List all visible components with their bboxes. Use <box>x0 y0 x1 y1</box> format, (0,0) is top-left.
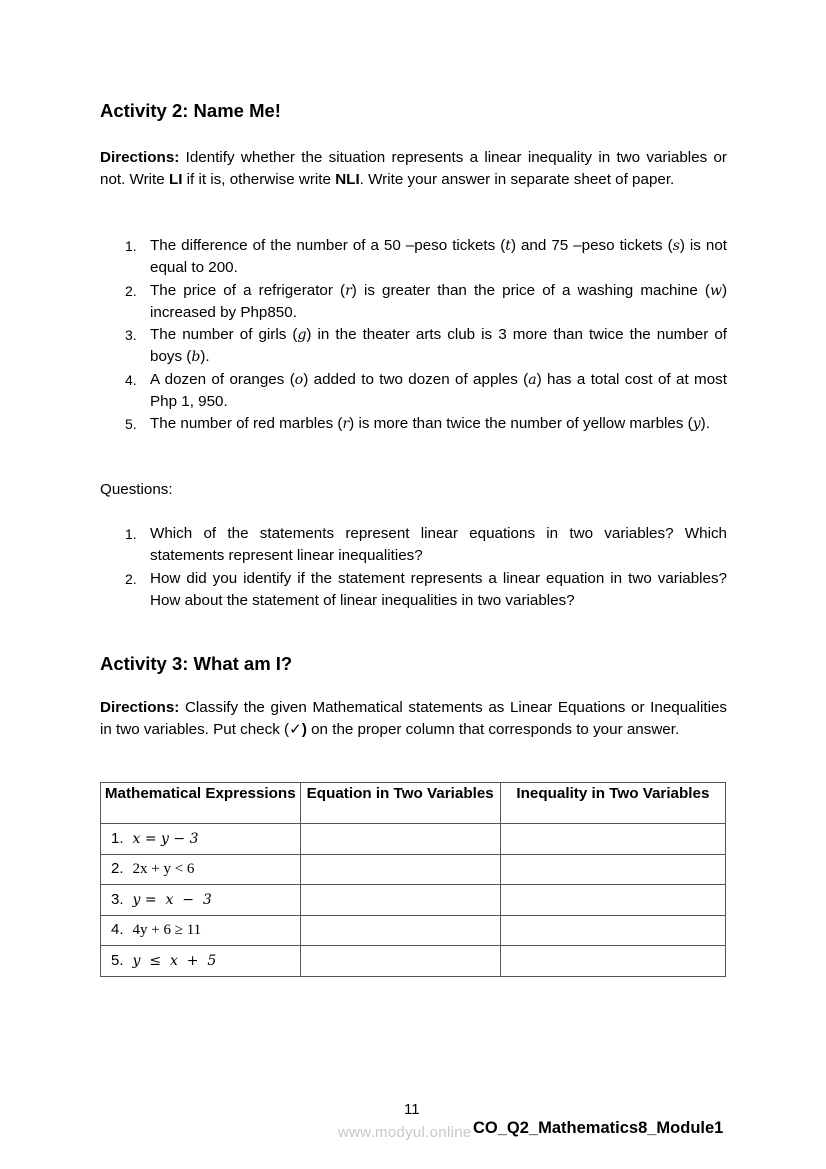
table-row <box>101 946 726 977</box>
expression-cell: 5. y ≤ x + 5 <box>101 946 301 977</box>
table-header-row <box>101 783 726 824</box>
header-inequality: Inequality in Two Variables <box>500 783 725 824</box>
list-item: 3. The number of girls (g) in the theater arts club is 3 more than twice the number of boys (b). <box>125 326 727 366</box>
activity3-title: Activity 3: What am I? <box>100 653 293 674</box>
table-row <box>101 824 726 855</box>
equation-check-cell[interactable] <box>300 915 500 946</box>
watermark: www.modyul.online <box>338 1124 472 1141</box>
questions-list <box>100 523 727 612</box>
activity2-items <box>100 235 727 436</box>
equation-check-cell[interactable] <box>300 946 500 977</box>
inequality-check-cell[interactable] <box>500 824 725 855</box>
inequality-check-cell[interactable] <box>500 854 725 885</box>
equation-check-cell[interactable] <box>300 885 500 916</box>
activity2-directions: Directions: Identify whether the situation represents a linear inequality in two variables or not. Write LI if it is, otherwise write NLI. Write your answer in separate sheet of paper. <box>100 149 727 189</box>
header-expressions: Mathematical Expressions <box>101 783 301 824</box>
header-equation: Equation in Two Variables <box>300 783 500 824</box>
questions-label: Questions: <box>100 481 173 498</box>
inequality-check-cell[interactable] <box>500 946 725 977</box>
classification-table <box>100 782 726 977</box>
equation-check-cell[interactable] <box>300 854 500 885</box>
module-code: CO_Q2_Mathematics8_Module1 <box>473 1119 724 1137</box>
table-row <box>101 885 726 916</box>
inequality-check-cell[interactable] <box>500 915 725 946</box>
question-item: 2. How did you identify if the statement represents a linear equation in two variables? How about the statement of linear inequalities in two variables? <box>125 569 727 609</box>
directions-label: Directions: <box>100 149 180 166</box>
expression-cell: 1. x = y − 3 <box>101 824 301 855</box>
list-item: 2. The price of a refrigerator (r) is greater than the price of a washing machine (w) increased by Php850. <box>125 281 727 321</box>
activity3-directions: Directions: Classify the given Mathematical statements as Linear Equations or Inequalities in two variables. Put check (✓) on the proper column that corresponds to your answer. <box>100 699 727 739</box>
expression-cell: 3. y = x − 3 <box>101 885 301 916</box>
question-item: 1. Which of the statements represent linear equations in two variables? Which statements represent linear inequalities? <box>125 525 727 565</box>
directions-label: Directions: <box>100 699 180 716</box>
activity2-title: Activity 2: Name Me! <box>100 100 281 121</box>
expression-cell: 4. 4y + 6 ≥ 11 <box>101 915 301 946</box>
list-item: 5. The number of red marbles (r) is more than twice the number of yellow marbles (y). <box>125 415 710 433</box>
table-row <box>101 915 726 946</box>
expression-cell: 2. 2x + y < 6 <box>101 854 301 885</box>
page-number: 11 <box>404 1101 420 1118</box>
inequality-check-cell[interactable] <box>500 885 725 916</box>
list-item: 4. A dozen of oranges (o) added to two dozen of apples (a) has a total cost of at most Php 1, 950. <box>125 370 727 411</box>
table-row <box>101 854 726 885</box>
equation-check-cell[interactable] <box>300 824 500 855</box>
list-item: 1. The difference of the number of a 50 –peso tickets (t) and 75 –peso tickets (s) is not equal to 200. <box>125 237 728 277</box>
check-icon: ✓ <box>289 721 302 739</box>
